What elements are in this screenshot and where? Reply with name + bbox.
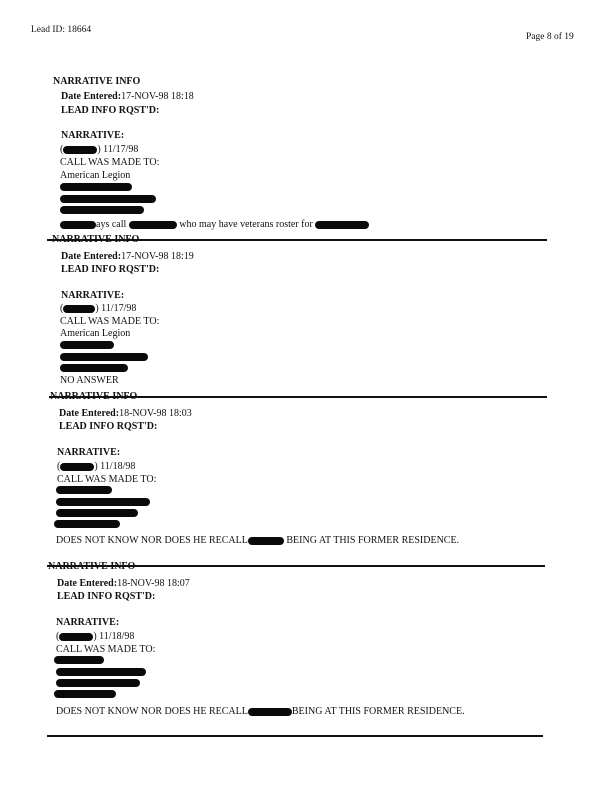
call-line: CALL WAS MADE TO:	[56, 644, 156, 655]
date-value: 18-NOV-98 18:07	[117, 578, 190, 589]
date-label: Date Entered:	[57, 578, 118, 589]
redaction	[60, 364, 128, 372]
redaction	[56, 486, 112, 494]
lead-info-label: LEAD INFO RQST'D:	[59, 421, 158, 432]
narrative-date-line: ( ) 11/17/98	[60, 144, 139, 155]
redaction	[56, 509, 138, 517]
narrative-label: NARRATIVE:	[61, 130, 125, 141]
redaction	[56, 498, 150, 506]
date-label: Date Entered:	[61, 91, 122, 102]
date-label: Date Entered:	[61, 251, 122, 262]
note-line: DOES NOT KNOW NOR DOES HE RECALL BEING AT THIS FORMER RESIDENCE.	[56, 706, 465, 717]
redaction	[60, 183, 132, 191]
redaction	[54, 520, 120, 528]
date-value: 17-NOV-98 18:19	[121, 251, 194, 262]
redaction	[63, 146, 97, 154]
note-line: DOES NOT KNOW NOR DOES HE RECALL BEING AT THIS FORMER RESIDENCE.	[56, 535, 460, 546]
redaction	[60, 221, 96, 229]
note-line: ays call who may have veterans roster for	[60, 219, 369, 230]
call-line: CALL WAS MADE TO:	[57, 474, 157, 485]
redaction	[129, 221, 177, 229]
narrative-date-line: ( ) 11/17/98	[60, 303, 137, 314]
date-value: 18-NOV-98 18:03	[119, 408, 192, 419]
section-title: NARRATIVE INFO	[50, 391, 138, 402]
redaction	[59, 633, 93, 641]
divider	[47, 735, 543, 737]
lead-id: Lead ID: 18664	[31, 25, 92, 35]
redaction	[315, 221, 369, 229]
org-line: American Legion	[60, 170, 131, 181]
date-entered	[57, 578, 190, 589]
redaction	[54, 690, 116, 698]
redaction	[60, 341, 114, 349]
redaction	[56, 679, 140, 687]
lead-info-label: LEAD INFO RQST'D:	[61, 105, 160, 116]
page-number: Page 8 of 19	[526, 32, 574, 42]
redaction	[60, 463, 94, 471]
call-line: CALL WAS MADE TO:	[60, 316, 160, 327]
date-value: 17-NOV-98 18:18	[121, 91, 194, 102]
narrative-date-line: ( ) 11/18/98	[56, 631, 135, 642]
redaction	[60, 353, 148, 361]
section-title: NARRATIVE INFO	[52, 234, 140, 245]
narrative-date-line: ( ) 11/18/98	[57, 461, 136, 472]
redaction	[248, 537, 284, 545]
lead-info-label: LEAD INFO RQST'D:	[61, 264, 160, 275]
redaction	[54, 656, 104, 664]
org-line: American Legion	[60, 328, 131, 339]
date-entered	[61, 91, 194, 102]
lead-info-label: LEAD INFO RQST'D:	[57, 591, 156, 602]
redaction	[248, 708, 292, 716]
redaction	[60, 206, 144, 214]
narrative-label: NARRATIVE:	[56, 617, 120, 628]
redaction	[56, 668, 146, 676]
redaction	[63, 305, 95, 313]
call-line: CALL WAS MADE TO:	[60, 157, 160, 168]
date-entered	[59, 408, 192, 419]
redaction	[60, 195, 156, 203]
narrative-label: NARRATIVE:	[61, 290, 125, 301]
date-label: Date Entered:	[59, 408, 120, 419]
section-title: NARRATIVE INFO	[53, 76, 141, 87]
section-title: NARRATIVE INFO	[48, 561, 136, 572]
note-line: NO ANSWER	[60, 375, 119, 386]
date-entered	[61, 251, 194, 262]
narrative-label: NARRATIVE:	[57, 447, 121, 458]
